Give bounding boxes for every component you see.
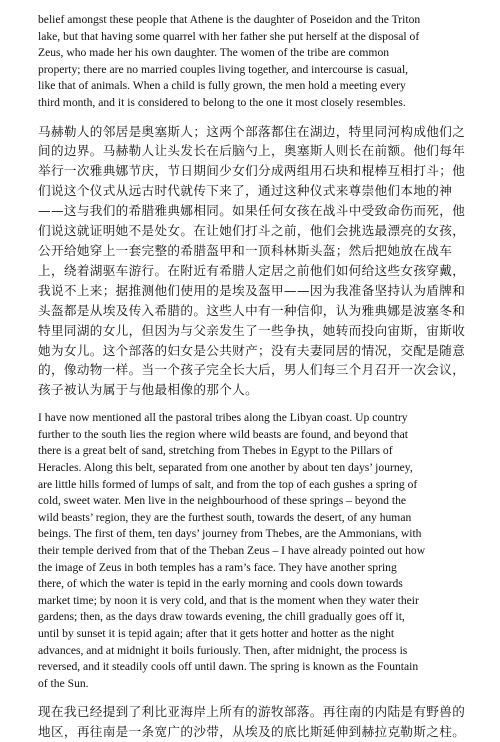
text-line: 们说这个仪式从远古时代就传下来了，通过这种仪式来尊崇他们本地的神 (38, 183, 453, 199)
text-line: 的，像动物一样。当一个孩子完全长大后，男人们每三个月召开一次会议， (38, 362, 466, 378)
text-line: lake, but that having some quarrel with her father she put herself at the disposal of (38, 29, 420, 43)
text-line: Heracles. Along this belt, separated from one another by about ten days’ journey, (38, 461, 413, 475)
text-line: 公开给她穿上一套完整的希腊盔甲和一顶科林斯头盔；然后把她放在战车 (38, 243, 453, 258)
text-line: 马赫勒人的邻居是奥塞斯人；这两个部落都住在湖边，特里同河构成他们之 (38, 123, 466, 139)
text-line: 举行一次雅典娜节庆，节日期间少女们分成两组用石块和棍棒互相打斗；他 (38, 163, 466, 179)
text-line: there, of which the water is tepid in the early morning and cools down towards (38, 577, 403, 591)
text-line: ——这与我们的希腊雅典娜相同。如果任何女孩在战斗中受致命伤而死，他 (38, 203, 466, 219)
text-line: their temple derived from that of the Theban Zeus – I have already pointed out how (38, 544, 426, 557)
text-line: 们说这就证明她不是处女。在让她们打斗之前，他们会挑选最漂亮的女孩， (38, 223, 466, 239)
text-line: are little hills formed of lumps of salt, and from the top of each gushes a spring of (38, 477, 418, 491)
paragraph-chinese-2 (38, 702, 464, 742)
text-line: 她为女儿。这个部落的妇女是公共财产；没有夫妻同居的情况，交配是随意 (38, 342, 466, 358)
paragraph-spacer (38, 400, 464, 410)
text-line: further to the south lies the region where wild beasts are found, and beyond that (38, 427, 408, 441)
text-line: 特里同湖的女儿，但因为与父亲发生了一些争执，她转而投向宙斯，宙斯收 (38, 322, 466, 338)
text-line: 我说不上来；据推测他们使用的是埃及盔甲——因为我准备坚持认为盾牌和 (38, 282, 466, 298)
paragraph-spacer (38, 112, 464, 122)
text-line: of the Sun. (38, 676, 89, 690)
text-line: 孩子被认为属于与他最相像的那个人。 (38, 382, 259, 398)
text-line: reversed, and it steadily cools off until dawn. The spring is known as the Fountain (38, 660, 419, 674)
text-line: until by sunset it is tepid again; after that it gets hotter and hotter as the night (38, 626, 395, 640)
paragraph-english-1 (38, 12, 464, 112)
text-line: there is a great belt of sand, stretching from Thebes in Egypt to the Pillars of (38, 444, 393, 458)
text-line: the image of Zeus in both temples has a ram’s face. They have another spring (38, 560, 397, 574)
text-line: like that of animals. When a child is fully grown, the men hold a meeting every (38, 79, 406, 93)
text-line: 上，绕着湖驱车游行。在附近有希腊人定居之前他们如何给这些女孩穿戴， (38, 262, 466, 278)
text-line: 地区，再往南是一条宽广的沙带，从埃及的底比斯延伸到赫拉克勒斯之柱。 (38, 724, 466, 740)
text-line: 现在我已经提到了利比亚海岸上所有的游牧部落。再往南的内陆是有野兽的 (38, 704, 466, 720)
text-line: beings. The first of them, ten days’ journey from Thebes, are the Ammonians, with (38, 527, 422, 541)
paragraph-spacer (38, 692, 464, 702)
text-line: 头盔都是从埃及传入希腊的。这些人中有一种信仰，认为雅典娜是波塞冬和 (38, 302, 466, 318)
text-line: I have now mentioned all the pastoral tribes along the Libyan coast. Up country (38, 411, 408, 425)
document-page (38, 12, 464, 742)
text-line: property; there are no married couples living together, and intercourse is casual, (38, 62, 409, 76)
text-line: advances, and at midnight it boils furiously. Then, after midnight, the process is (38, 643, 408, 657)
paragraph-english-2 (38, 410, 464, 692)
text-line: market time; by noon it is very cold, and that is the moment when they water their (38, 593, 419, 607)
text-line: cold, sweet water. Men live in the neighbourhood of these springs – beyond the (38, 494, 407, 508)
paragraph-chinese-1 (38, 122, 464, 401)
text-line: third month, and it is considered to belong to the one it most closely resembles. (38, 95, 406, 109)
text-line: wild beasts’ region, they are the furthest south, towards the desert, of any human (38, 510, 412, 524)
text-line: 间的边界。马赫勒人让头发长在后脑勺上，奥塞斯人则长在前额。他们每年 (38, 143, 466, 159)
text-line: belief amongst these people that Athene is the daughter of Poseidon and the Triton (38, 13, 421, 26)
text-line: gardens; then, as the days draw towards evening, the chill gradually goes off it, (38, 610, 405, 624)
text-line: Zeus, who made her his own daughter. The women of the tribe are common (38, 46, 390, 60)
